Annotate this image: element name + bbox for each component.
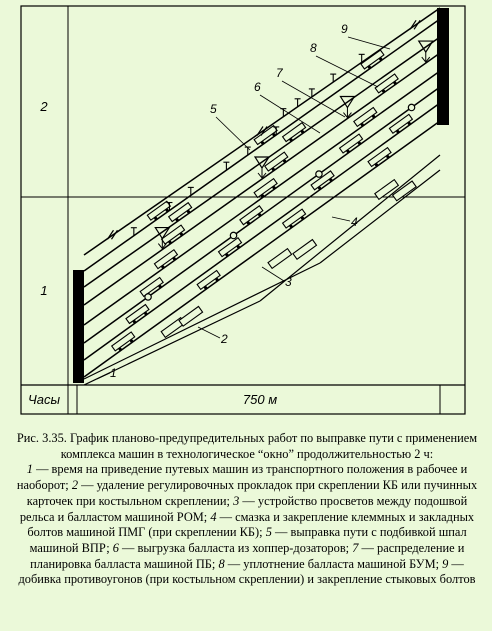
caption-item-text: — добивка противоугонов (при костыльном скреплении) и закрепление стыковых болтов	[18, 556, 476, 587]
caption-item-number: 6	[112, 540, 119, 555]
caption-item-text: — выправка пути с подбивкой шпал машиной ВПР;	[29, 525, 467, 555]
caption-item-number: 7	[352, 540, 359, 555]
row-label-1: 1	[40, 283, 48, 298]
caption-item-text: — время на приведение путевых машин из транспортного положения в рабочее и наоборот;	[16, 462, 468, 493]
rail-pad-mark	[293, 240, 317, 260]
curve-label-3: 3	[285, 275, 292, 289]
setup-bar-end	[437, 8, 449, 125]
caption-item-text: — уплотнение балласта машиной БУМ;	[224, 556, 443, 571]
curve-label-8: 8	[310, 41, 317, 55]
machine-position-marker	[316, 171, 322, 177]
time-axis-label: Часы	[27, 392, 61, 407]
machine-position-marker	[145, 294, 151, 300]
line-7	[84, 19, 440, 271]
diagram-frame	[21, 6, 465, 414]
setup-bar-start	[73, 270, 84, 383]
caption-item-number: 1	[26, 462, 33, 477]
machine-position-marker	[408, 104, 414, 110]
curve-label-9: 9	[341, 22, 348, 36]
row-label-2: 2	[40, 99, 48, 114]
curve-label-4: 4	[351, 215, 358, 229]
line-fan-a2	[320, 170, 440, 263]
curve-label-7: 7	[276, 66, 283, 80]
caption-item-text: — выгрузка балласта из хоппер-дозаторов;	[118, 540, 353, 555]
machine-marks	[107, 20, 432, 353]
caption-item-text: — смазка и закрепление клеммных и закладных болтов машиной ПМГ (при скреплении КБ);	[27, 509, 475, 540]
caption-item-text: — устройство просветов между подошвой рельса и балластом машиной РОМ;	[19, 493, 468, 524]
line-3	[84, 87, 440, 343]
caption-item-number: 4	[210, 509, 217, 524]
curve-label-1: 1	[110, 366, 117, 380]
rail-pad-mark	[179, 306, 203, 326]
caption-title: Рис. 3.35. График планово-предупредительных работ по выправке пути с применением комплекса машин в технологическое “окно” продолжительностью 2 ч:	[16, 431, 478, 461]
curve-label-5: 5	[210, 102, 217, 116]
rail-pad-mark	[268, 249, 292, 269]
caption-item-number: 3	[233, 493, 240, 508]
figure-caption	[14, 431, 480, 588]
caption-item-number: 5	[265, 525, 272, 540]
curve-label-6: 6	[254, 80, 261, 94]
caption-items	[14, 462, 480, 588]
line-top	[84, 8, 440, 255]
work-schedule-diagram	[20, 5, 466, 415]
length-axis-label: 750 м	[242, 392, 278, 407]
caption-item-number: 2	[71, 478, 79, 493]
caption-item-number: 8	[218, 556, 225, 571]
caption-item-number: 9	[442, 556, 449, 571]
machine-position-marker	[230, 232, 236, 238]
caption-item-text: — удаление регулировочных прокладок при скреплении КБ или пучинных карточек при костыльном скреплении;	[26, 478, 478, 508]
curve-number-labels	[97, 22, 390, 380]
caption-item-text: — распределение и планировка балласта машиной ПБ;	[30, 540, 465, 571]
curve-label-2: 2	[221, 332, 228, 346]
